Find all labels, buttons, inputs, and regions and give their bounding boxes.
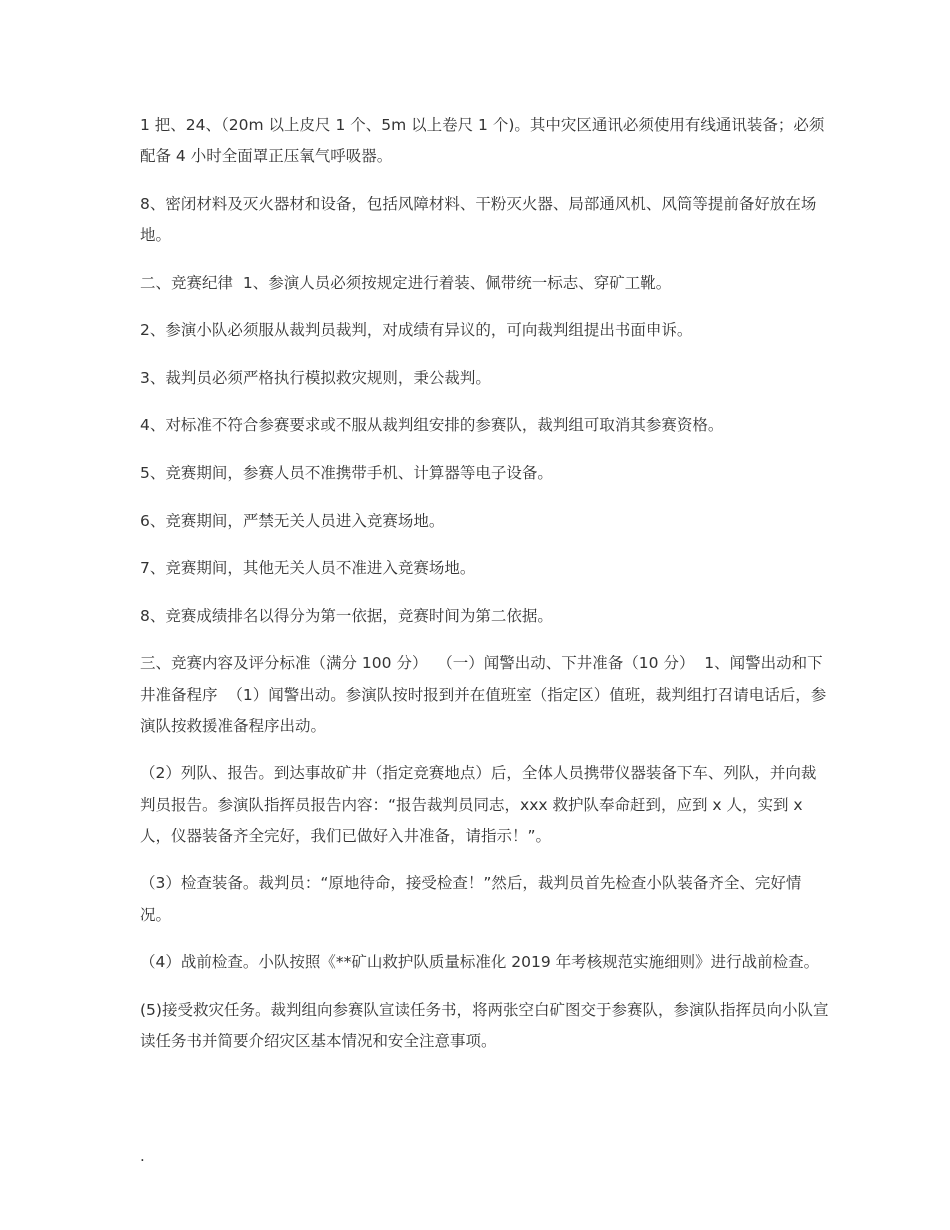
paragraph-sealing-materials: 8、密闭材料及灭火器材和设备，包括风障材料、干粉灭火器、局部通风机、风筒等提前备好放在场地。 <box>140 194 817 244</box>
paragraph-step-4-precheck: （4）战前检查。小队按照《**矿山救护队质量标准化 2019 年考核规范实施细则》进行战前检查。 <box>140 953 820 972</box>
document-body <box>140 110 830 1074</box>
paragraph-discipline-8: 8、竞赛成绩排名以得分为第一依据，竞赛时间为第二依据。 <box>140 606 553 625</box>
paragraph-equipment-list: 1 把、24、（20m 以上皮尺 1 个、5m 以上卷尺 1 个)。其中灾区通讯必须使用有线通讯装备；必须配备 4 小时全面罩正压氧气呼吸器。 <box>140 116 825 166</box>
page-footer-mark: . <box>140 1147 145 1165</box>
paragraph-step-3-inspect: （3）检查装备。裁判员：“原地待命，接受检查！”然后，裁判员首先检查小队装备齐全、完好情况。 <box>140 874 802 924</box>
paragraph-discipline-2: 2、参演小队必须服从裁判员裁判，对成绩有异议的，可向裁判组提出书面申诉。 <box>140 321 693 340</box>
paragraph-discipline-heading: 二、竞赛纪律 1、参演人员必须按规定进行着装、佩带统一标志、穿矿工靴。 <box>140 273 672 292</box>
paragraph-step-5-task: (5)接受救灾任务。裁判组向参赛队宣读任务书，将两张空白矿图交于参赛队，参演队指挥员向小队宣读任务书并简要介绍灾区基本情况和安全注意事项。 <box>140 1000 829 1050</box>
paragraph-discipline-6: 6、竞赛期间，严禁无关人员进入竞赛场地。 <box>140 511 445 530</box>
paragraph-discipline-3: 3、裁判员必须严格执行模拟救灾规则，秉公裁判。 <box>140 368 491 387</box>
paragraph-discipline-5: 5、竞赛期间，参赛人员不准携带手机、计算器等电子设备。 <box>140 463 553 482</box>
paragraph-step-2-report: （2）列队、报告。到达事故矿井（指定竞赛地点）后，全体人员携带仪器装备下车、列队，并向裁判员报告。参演队指挥员报告内容：“报告裁判员同志，xxx 救护队奉命赶到，应到 x 人，实到 x 人，仪器装备齐全完好，我们已做好入井准备，请指示！”。 <box>140 764 817 845</box>
paragraph-discipline-4: 4、对标准不符合参赛要求或不服从裁判组安排的参赛队，裁判组可取消其参赛资格。 <box>140 416 724 435</box>
paragraph-discipline-7: 7、竞赛期间，其他无关人员不准进入竞赛场地。 <box>140 559 476 578</box>
paragraph-scoring-heading: 三、竞赛内容及评分标准（满分 100 分） （一）闻警出动、下井准备（10 分） 1、闻警出动和下井准备程序 （1）闻警出动。参演队按时报到并在值班室（指定区）值班，裁判组打召请电话后，参演队按救援准备程序出动。 <box>140 654 827 735</box>
